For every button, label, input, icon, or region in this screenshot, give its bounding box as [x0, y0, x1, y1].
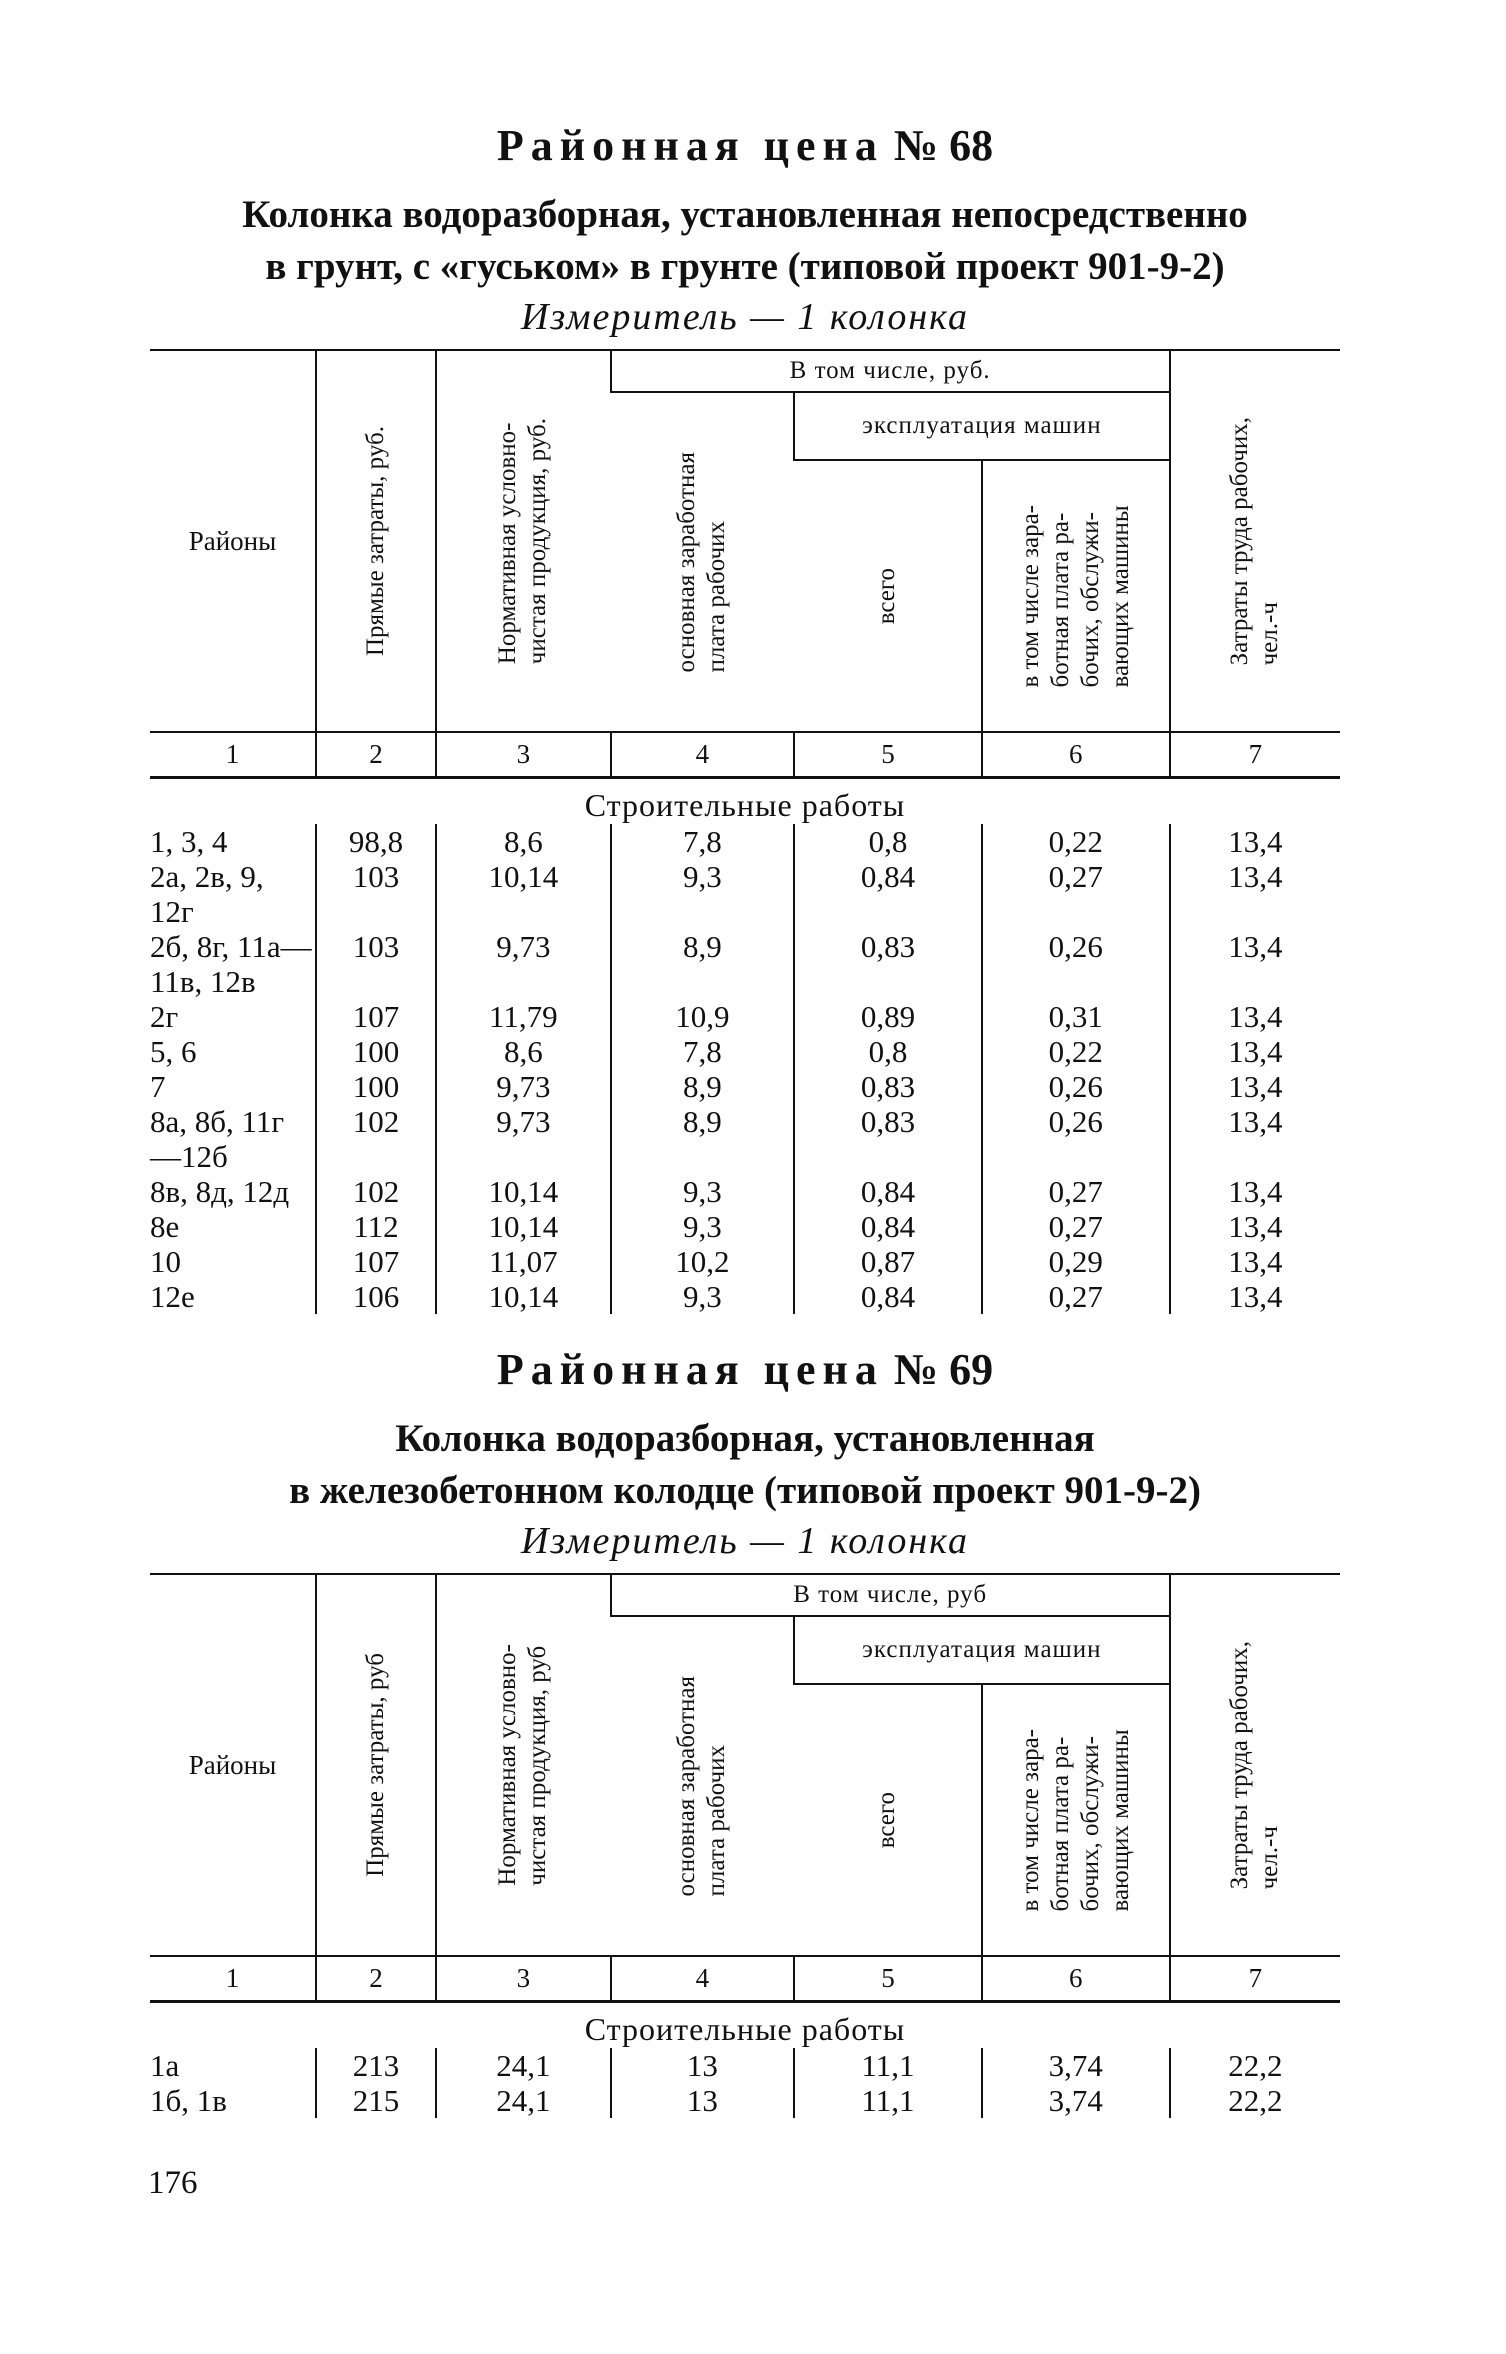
row-value: 0,29 [982, 1244, 1170, 1279]
row-value: 24,1 [436, 2048, 611, 2083]
row-rayon: 8в, 8д, 12д [150, 1174, 290, 1209]
row-value: 106 [316, 1279, 436, 1314]
row-value: 0,27 [982, 1174, 1170, 1209]
header-direct-costs: Прямые затраты, руб [316, 1574, 436, 1956]
row-value: 100 [316, 1069, 436, 1104]
row-rayon: 2б, 8г, 11а—11в, 12в [150, 929, 312, 999]
row-value: 0,87 [794, 1244, 982, 1279]
row-value: 107 [316, 999, 436, 1034]
row-value: 10,14 [436, 1209, 611, 1244]
table-row [150, 929, 1340, 999]
row-value: 3,74 [982, 2083, 1170, 2118]
row-value: 215 [316, 2083, 436, 2118]
price-69-number: № 69 [893, 1345, 994, 1394]
row-rayon: 7 [150, 1069, 166, 1104]
row-value: 103 [316, 859, 436, 929]
price-69-title [150, 1344, 1340, 1395]
header-wage: основная заработная плата рабочих [672, 1675, 730, 1897]
row-value: 0,26 [982, 929, 1170, 999]
table-row [150, 1034, 1340, 1069]
row-value: 0,26 [982, 1104, 1170, 1174]
price-69-subtitle [150, 1413, 1340, 1517]
price-69-subtitle-line: в железобетонном колодце (типовой проект 901-9-2) [289, 1469, 1201, 1512]
price-68-table [150, 349, 1340, 1314]
row-value: 8,6 [436, 1034, 611, 1069]
row-rayon: 8е [150, 1209, 180, 1244]
row-value: 11,07 [436, 1244, 611, 1279]
row-value: 11,1 [794, 2083, 982, 2118]
row-value: 13 [611, 2083, 794, 2118]
section-title: Строительные работы [584, 2011, 906, 2047]
row-value: 8,9 [611, 1104, 794, 1174]
table-row [150, 1209, 1340, 1244]
row-value: 9,3 [611, 1209, 794, 1244]
row-value: 9,73 [436, 1069, 611, 1104]
row-value: 13,4 [1170, 1279, 1340, 1314]
table-row [150, 1104, 1340, 1174]
row-value: 8,6 [436, 824, 611, 859]
row-value: 0,22 [982, 1034, 1170, 1069]
row-value: 9,3 [611, 1174, 794, 1209]
header-wage: основная заработная плата рабочих [672, 451, 730, 673]
row-rayon: 2а, 2в, 9, 12г [150, 859, 264, 929]
row-value: 10,14 [436, 859, 611, 929]
row-value: 10,14 [436, 1174, 611, 1209]
price-68-title-text: Районная цена [496, 121, 884, 170]
row-value: 8,9 [611, 929, 794, 999]
row-value: 0,84 [794, 1209, 982, 1244]
row-value: 0,83 [794, 1104, 982, 1174]
price-69-meter: Измеритель — 1 колонка [520, 1520, 970, 1562]
header-rayony: Районы [150, 350, 316, 732]
row-value: 11,79 [436, 999, 611, 1034]
row-value: 0,27 [982, 859, 1170, 929]
row-value: 13,4 [1170, 1034, 1340, 1069]
price-68-title [150, 120, 1340, 171]
header-including: В том числе, руб. [611, 350, 1170, 392]
row-value: 0,8 [794, 824, 982, 859]
price-69-title-text: Районная цена [496, 1345, 884, 1394]
row-value: 13,4 [1170, 999, 1340, 1034]
header-incl-wage: в том числе зара- ботная плата ра- бочих, обслужи- вающих машины [982, 1684, 1170, 1956]
row-value: 22,2 [1170, 2048, 1340, 2083]
header-rayony: Районы [150, 1574, 316, 1956]
header-incl-wage: в том числе зара- ботная плата ра- бочих, обслужи- вающих машины [982, 460, 1170, 732]
row-rayon: 8а, 8б, 11г—12б [150, 1104, 285, 1174]
row-rayon: 1б, 1в [150, 2083, 227, 2118]
row-rayon: 5, 6 [150, 1034, 197, 1069]
price-69-table [150, 1573, 1340, 2118]
row-value: 9,73 [436, 929, 611, 999]
row-value: 13,4 [1170, 929, 1340, 999]
row-value: 103 [316, 929, 436, 999]
table-row [150, 1279, 1340, 1314]
row-value: 22,2 [1170, 2083, 1340, 2118]
header-norm-product: Нормативная условно- чистая продукция, руб [436, 1574, 611, 1956]
price-69-rows [150, 2048, 1340, 2118]
row-value: 13,4 [1170, 824, 1340, 859]
row-value: 0,8 [794, 1034, 982, 1069]
row-value: 24,1 [436, 2083, 611, 2118]
row-value: 0,26 [982, 1069, 1170, 1104]
price-68-meter: Измеритель — 1 колонка [520, 296, 970, 338]
row-rayon: 2г [150, 999, 179, 1034]
row-value: 10,14 [436, 1279, 611, 1314]
price-69-subtitle-line: Колонка водоразборная, установленная [395, 1417, 1095, 1460]
table-row [150, 824, 1340, 859]
row-value: 100 [316, 1034, 436, 1069]
row-value: 13,4 [1170, 1174, 1340, 1209]
header-total: всего [873, 1791, 901, 1849]
row-value: 98,8 [316, 824, 436, 859]
column-number-row: 1 2 3 4 5 6 7 [150, 1956, 1340, 2002]
row-value: 9,3 [611, 1279, 794, 1314]
row-value: 3,74 [982, 2048, 1170, 2083]
price-68-subtitle-line: в грунт, с «гуськом» в грунте (типовой проект 901-9-2) [265, 245, 1225, 288]
header-direct-costs: Прямые затраты, руб. [316, 350, 436, 732]
row-value: 7,8 [611, 824, 794, 859]
row-value: 102 [316, 1104, 436, 1174]
row-value: 0,83 [794, 929, 982, 999]
row-value: 112 [316, 1209, 436, 1244]
row-rayon: 12е [150, 1279, 195, 1314]
header-norm-product: Нормативная условно- чистая продукция, руб. [436, 350, 611, 732]
row-rayon: 1а [150, 2048, 180, 2083]
row-value: 0,83 [794, 1069, 982, 1104]
price-68-rows [150, 824, 1340, 1314]
row-value: 11,1 [794, 2048, 982, 2083]
row-value: 0,27 [982, 1209, 1170, 1244]
table-row [150, 1244, 1340, 1279]
row-value: 102 [316, 1174, 436, 1209]
row-value: 9,73 [436, 1104, 611, 1174]
row-value: 107 [316, 1244, 436, 1279]
page-number: 176 [148, 2165, 198, 2201]
header-labor: Затраты труда рабочих, чел.-ч [1170, 350, 1340, 732]
column-number-row: 1 2 3 4 5 6 7 [150, 732, 1340, 778]
price-68-subtitle [150, 189, 1340, 293]
row-value: 0,89 [794, 999, 982, 1034]
table-row [150, 999, 1340, 1034]
row-value: 10,2 [611, 1244, 794, 1279]
row-value: 0,84 [794, 1279, 982, 1314]
row-value: 13,4 [1170, 859, 1340, 929]
row-value: 0,84 [794, 859, 982, 929]
row-value: 10,9 [611, 999, 794, 1034]
price-68-subtitle-line: Колонка водоразборная, установленная непосредственно [242, 193, 1248, 236]
section-title: Строительные работы [584, 787, 906, 823]
row-value: 7,8 [611, 1034, 794, 1069]
row-value: 13,4 [1170, 1104, 1340, 1174]
row-value: 0,27 [982, 1279, 1170, 1314]
row-value: 13,4 [1170, 1069, 1340, 1104]
table-row [150, 1069, 1340, 1104]
table-row [150, 859, 1340, 929]
row-value: 13,4 [1170, 1209, 1340, 1244]
price-68-number: № 68 [893, 121, 994, 170]
table-row [150, 2083, 1340, 2118]
row-value: 13 [611, 2048, 794, 2083]
row-value: 13,4 [1170, 1244, 1340, 1279]
row-value: 0,31 [982, 999, 1170, 1034]
row-rayon: 10 [150, 1244, 181, 1279]
header-including: В том числе, руб [611, 1574, 1170, 1616]
row-value: 0,22 [982, 824, 1170, 859]
header-exploitation: эксплуатация машин [794, 1616, 1170, 1684]
header-exploitation: эксплуатация машин [794, 392, 1170, 460]
row-value: 8,9 [611, 1069, 794, 1104]
table-row [150, 2048, 1340, 2083]
row-value: 0,84 [794, 1174, 982, 1209]
row-rayon: 1, 3, 4 [150, 824, 228, 859]
table-row [150, 1174, 1340, 1209]
header-labor: Затраты труда рабочих, чел.-ч [1170, 1574, 1340, 1956]
header-total: всего [873, 567, 901, 625]
row-value: 9,3 [611, 859, 794, 929]
row-value: 213 [316, 2048, 436, 2083]
